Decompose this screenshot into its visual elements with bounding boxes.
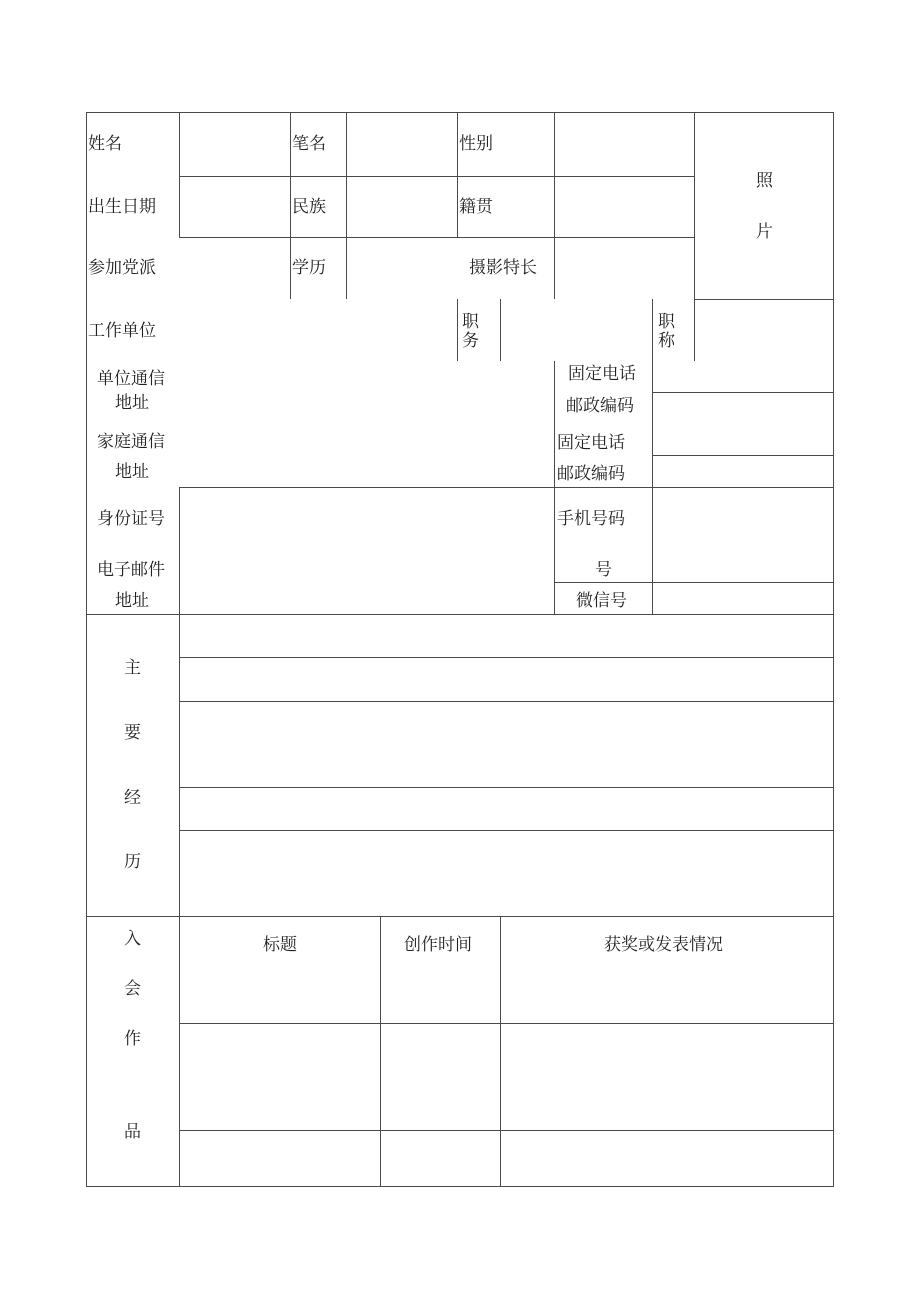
home-postcode-field[interactable] — [653, 456, 833, 487]
position-field[interactable] — [501, 300, 652, 361]
gender-label: 性别 — [459, 134, 493, 154]
experience-label: 历 — [124, 852, 141, 872]
home-postcode-label: 邮政编码 — [557, 464, 625, 484]
name-field[interactable] — [180, 113, 290, 176]
pen-name-field[interactable] — [347, 113, 457, 176]
experience-line[interactable] — [180, 702, 833, 787]
work-phone-field[interactable] — [653, 362, 833, 392]
work-postcode-field[interactable] — [653, 393, 833, 455]
wechat-field[interactable] — [653, 583, 833, 614]
work-awards-field[interactable] — [501, 1131, 833, 1186]
wechat-label: 微信号 — [576, 591, 627, 611]
birth-date-label: 出生日期 — [88, 197, 156, 217]
work-phone-label: 固定电话 — [568, 364, 636, 384]
photo-label: 照 — [756, 171, 773, 191]
email-label: 电子邮件 — [97, 560, 165, 580]
photo-box[interactable] — [695, 113, 833, 299]
address-field[interactable] — [180, 362, 554, 487]
work-title-field[interactable] — [180, 1131, 380, 1186]
home-address-label: 地址 — [115, 462, 149, 482]
works-label: 品 — [124, 1122, 141, 1142]
divider — [290, 112, 291, 299]
specialty-field[interactable] — [555, 238, 694, 299]
work-created-field[interactable] — [381, 1024, 500, 1130]
home-address-label: 家庭通信 — [97, 432, 165, 452]
work-awards-field[interactable] — [501, 1024, 833, 1130]
title-label: 称 — [658, 331, 675, 351]
works-header-created: 创作时间 — [404, 935, 472, 955]
mobile-field[interactable] — [653, 488, 833, 582]
experience-label: 主 — [124, 658, 141, 678]
position-label: 务 — [462, 331, 479, 351]
work-address-label: 地址 — [115, 393, 149, 413]
education-label: 学历 — [292, 258, 326, 278]
gender-field[interactable] — [555, 113, 694, 176]
work-address-label: 单位通信 — [97, 369, 165, 389]
birth-date-field[interactable] — [180, 177, 290, 237]
id-number-label: 身份证号 — [97, 509, 165, 529]
specialty-label: 摄影特长 — [469, 258, 537, 278]
photo-label: 片 — [756, 222, 773, 242]
border-right — [833, 112, 834, 1187]
divider — [457, 112, 458, 237]
title-field[interactable] — [695, 300, 833, 361]
work-unit-label: 工作单位 — [88, 321, 156, 341]
works-label: 入 — [124, 929, 141, 949]
divider — [652, 299, 653, 361]
name-label: 姓名 — [88, 134, 122, 154]
email-label: 地址 — [115, 591, 149, 611]
border-left — [86, 112, 87, 1187]
work-title-field[interactable] — [180, 1024, 380, 1130]
divider — [457, 299, 458, 361]
experience-label: 经 — [124, 788, 141, 808]
work-postcode-label: 邮政编码 — [566, 396, 634, 416]
mobile-label: 手机号码 — [557, 509, 625, 529]
native-place-label: 籍贯 — [459, 197, 493, 217]
works-header-awards: 获奖或发表情况 — [604, 935, 723, 955]
id-email-field[interactable] — [180, 488, 554, 614]
border-bottom — [86, 1186, 834, 1187]
title-label: 职 — [658, 312, 675, 332]
position-label: 职 — [462, 312, 479, 332]
native-place-field[interactable] — [555, 177, 694, 237]
work-unit-field[interactable] — [180, 300, 457, 361]
experience-line[interactable] — [180, 658, 833, 701]
works-header-title: 标题 — [263, 935, 297, 955]
experience-line[interactable] — [180, 615, 833, 657]
work-created-field[interactable] — [381, 1131, 500, 1186]
experience-line[interactable] — [180, 831, 833, 916]
pen-name-label: 笔名 — [292, 134, 326, 154]
experience-label: 要 — [124, 723, 141, 743]
divider — [86, 916, 834, 917]
experience-line[interactable] — [180, 788, 833, 830]
education-field[interactable] — [347, 238, 457, 299]
party-label: 参加党派 — [88, 258, 156, 278]
works-label: 作 — [124, 1029, 141, 1049]
party-field[interactable] — [180, 238, 290, 299]
ethnicity-field[interactable] — [347, 177, 457, 237]
home-phone-label: 固定电话 — [557, 433, 625, 453]
mobile-label: 号 — [595, 560, 612, 580]
works-label: 会 — [124, 979, 141, 999]
ethnicity-label: 民族 — [292, 197, 326, 217]
